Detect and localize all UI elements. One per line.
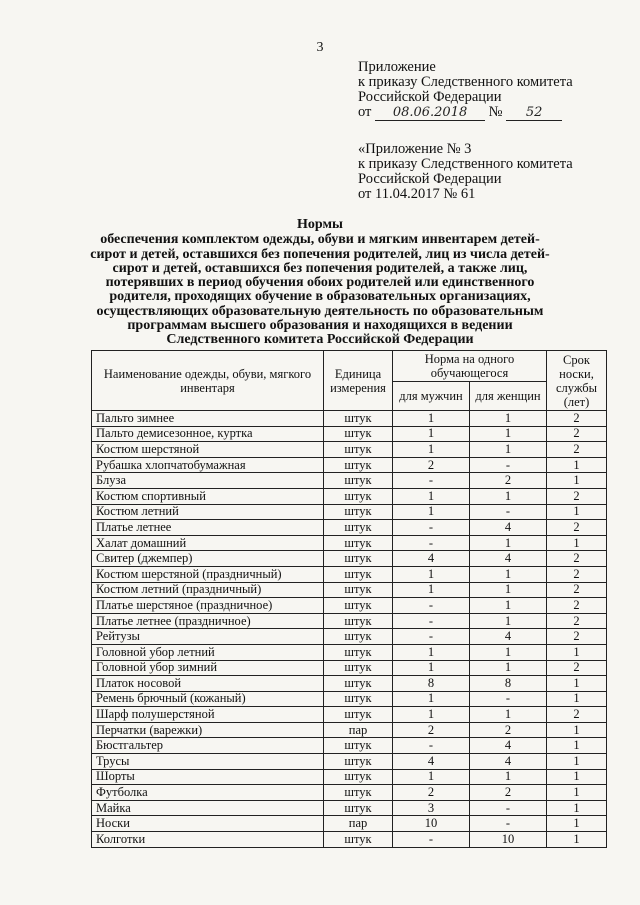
women-count-cell: 1: [470, 707, 547, 723]
term-cell: 1: [547, 504, 607, 520]
header-men: для мужчин: [393, 382, 470, 411]
norms-table-body: [92, 411, 607, 848]
table-row: [92, 411, 607, 427]
term-cell: 2: [547, 488, 607, 504]
header-term: Срок носки, службы (лет): [547, 351, 607, 411]
women-count-cell: 1: [470, 442, 547, 458]
unit-cell: штук: [324, 566, 393, 582]
term-cell: 1: [547, 676, 607, 692]
table-row: [92, 520, 607, 536]
table-row: [92, 832, 607, 848]
heading-line: программам высшего образования и находящихся в ведении: [127, 318, 513, 334]
previous-appendix-title: «Приложение № 3: [358, 141, 472, 157]
unit-cell: штук: [324, 488, 393, 504]
women-count-cell: 1: [470, 582, 547, 598]
item-name-cell: Костюм спортивный: [92, 488, 324, 504]
table-row: [92, 488, 607, 504]
men-count-cell: 2: [393, 457, 470, 473]
men-count-cell: 2: [393, 785, 470, 801]
norms-table: [91, 350, 607, 848]
previous-appendix-date-line: от 11.04.2017 № 61: [358, 186, 476, 202]
table-row: [92, 629, 607, 645]
women-count-cell: 4: [470, 520, 547, 536]
unit-cell: штук: [324, 800, 393, 816]
men-count-cell: -: [393, 598, 470, 614]
unit-cell: штук: [324, 644, 393, 660]
heading-line: осуществляющих образовательную деятельность по образовательным: [96, 303, 544, 319]
unit-cell: пар: [324, 722, 393, 738]
item-name-cell: Ремень брючный (кожаный): [92, 691, 324, 707]
item-name-cell: Костюм летний: [92, 504, 324, 520]
men-count-cell: 1: [393, 488, 470, 504]
women-count-cell: 4: [470, 754, 547, 770]
table-row: [92, 644, 607, 660]
previous-appendix-header: [358, 142, 573, 202]
unit-cell: штук: [324, 832, 393, 848]
unit-cell: штук: [324, 738, 393, 754]
men-count-cell: -: [393, 629, 470, 645]
item-name-cell: Халат домашний: [92, 535, 324, 551]
page-number: 3: [316, 40, 324, 55]
men-count-cell: -: [393, 613, 470, 629]
appendix-header: [358, 60, 573, 121]
men-count-cell: 8: [393, 676, 470, 692]
previous-appendix-order-line: к приказу Следственного комитета: [358, 156, 573, 172]
item-name-cell: Рубашка хлопчатобумажная: [92, 457, 324, 473]
heading-line: Следственного комитета Российской Федерации: [166, 332, 474, 348]
table-row: [92, 582, 607, 598]
item-name-cell: Бюстгальтер: [92, 738, 324, 754]
unit-cell: штук: [324, 613, 393, 629]
heading-line: потерявших в период обучения обоих родителей или единственного: [105, 275, 535, 291]
men-count-cell: -: [393, 738, 470, 754]
men-count-cell: -: [393, 832, 470, 848]
table-row: [92, 504, 607, 520]
women-count-cell: 1: [470, 613, 547, 629]
unit-cell: штук: [324, 442, 393, 458]
unit-cell: штук: [324, 769, 393, 785]
unit-cell: штук: [324, 582, 393, 598]
term-cell: 1: [547, 644, 607, 660]
item-name-cell: Блуза: [92, 473, 324, 489]
men-count-cell: -: [393, 535, 470, 551]
table-row: [92, 426, 607, 442]
term-cell: 1: [547, 691, 607, 707]
men-count-cell: 1: [393, 442, 470, 458]
unit-cell: штук: [324, 457, 393, 473]
table-row: [92, 676, 607, 692]
men-count-cell: -: [393, 520, 470, 536]
men-count-cell: 1: [393, 426, 470, 442]
appendix-date-line: [358, 105, 573, 121]
item-name-cell: Костюм шерстяной: [92, 442, 324, 458]
unit-cell: штук: [324, 754, 393, 770]
term-cell: 2: [547, 426, 607, 442]
men-count-cell: 1: [393, 504, 470, 520]
item-name-cell: Пальто зимнее: [92, 411, 324, 427]
item-name-cell: Костюм летний (праздничный): [92, 582, 324, 598]
heading-line: сирот и детей, оставшихся без попечения родителей, а также лиц,: [112, 260, 528, 276]
table-row: [92, 660, 607, 676]
women-count-cell: -: [470, 816, 547, 832]
table-row: [92, 722, 607, 738]
header-women: для женщин: [470, 382, 547, 411]
term-cell: 2: [547, 598, 607, 614]
table-row: [92, 551, 607, 567]
term-cell: 2: [547, 582, 607, 598]
heading-title: Нормы: [297, 217, 343, 232]
women-count-cell: 4: [470, 551, 547, 567]
women-count-cell: 1: [470, 411, 547, 427]
men-count-cell: 1: [393, 411, 470, 427]
appendix-country-line: Российской Федерации: [358, 89, 502, 105]
table-row: [92, 816, 607, 832]
previous-appendix-country-line: Российской Федерации: [358, 171, 502, 187]
table-row: [92, 754, 607, 770]
term-cell: 2: [547, 551, 607, 567]
men-count-cell: 1: [393, 691, 470, 707]
term-cell: 2: [547, 660, 607, 676]
women-count-cell: 1: [470, 488, 547, 504]
unit-cell: штук: [324, 598, 393, 614]
unit-cell: штук: [324, 676, 393, 692]
term-cell: 1: [547, 800, 607, 816]
number-label: №: [488, 104, 503, 120]
men-count-cell: 1: [393, 660, 470, 676]
table-row: [92, 566, 607, 582]
table-row: [92, 707, 607, 723]
term-cell: 1: [547, 832, 607, 848]
term-cell: 1: [547, 457, 607, 473]
women-count-cell: -: [470, 691, 547, 707]
women-count-cell: 2: [470, 473, 547, 489]
table-row: [92, 535, 607, 551]
item-name-cell: Платье летнее: [92, 520, 324, 536]
unit-cell: штук: [324, 629, 393, 645]
women-count-cell: 4: [470, 629, 547, 645]
term-cell: 1: [547, 738, 607, 754]
term-cell: 2: [547, 442, 607, 458]
item-name-cell: Носки: [92, 816, 324, 832]
men-count-cell: 4: [393, 551, 470, 567]
header-item-name: Наименование одежды, обуви, мягкого инвентаря: [92, 351, 324, 411]
term-cell: 1: [547, 769, 607, 785]
header-unit: Единица измерения: [324, 351, 393, 411]
table-row: [92, 613, 607, 629]
item-name-cell: Перчатки (варежки): [92, 722, 324, 738]
term-cell: 1: [547, 785, 607, 801]
item-name-cell: Платье летнее (праздничное): [92, 613, 324, 629]
item-name-cell: Платок носовой: [92, 676, 324, 692]
unit-cell: пар: [324, 816, 393, 832]
women-count-cell: -: [470, 800, 547, 816]
table-row: [92, 442, 607, 458]
appendix-order-line: к приказу Следственного комитета: [358, 74, 573, 90]
unit-cell: штук: [324, 707, 393, 723]
unit-cell: штук: [324, 660, 393, 676]
unit-cell: штук: [324, 426, 393, 442]
unit-cell: штук: [324, 785, 393, 801]
unit-cell: штук: [324, 411, 393, 427]
men-count-cell: 1: [393, 769, 470, 785]
unit-cell: штук: [324, 520, 393, 536]
term-cell: 1: [547, 473, 607, 489]
table-row: [92, 738, 607, 754]
men-count-cell: -: [393, 473, 470, 489]
date-field: [375, 105, 485, 121]
appendix-title: Приложение: [358, 59, 436, 75]
term-cell: 2: [547, 707, 607, 723]
handwritten-date: 08.06.2018: [392, 105, 468, 120]
table-row: [92, 473, 607, 489]
unit-cell: штук: [324, 473, 393, 489]
term-cell: 2: [547, 613, 607, 629]
table-row: [92, 769, 607, 785]
women-count-cell: 1: [470, 426, 547, 442]
item-name-cell: Рейтузы: [92, 629, 324, 645]
women-count-cell: 2: [470, 722, 547, 738]
item-name-cell: Шарф полушерстяной: [92, 707, 324, 723]
women-count-cell: 1: [470, 644, 547, 660]
item-name-cell: Трусы: [92, 754, 324, 770]
women-count-cell: -: [470, 504, 547, 520]
table-row: [92, 457, 607, 473]
heading-line: сирот и детей, оставшихся без попечения родителей, лиц из числа детей-: [90, 246, 550, 262]
item-name-cell: Платье шерстяное (праздничное): [92, 598, 324, 614]
women-count-cell: -: [470, 457, 547, 473]
table-row: [92, 785, 607, 801]
women-count-cell: 1: [470, 566, 547, 582]
item-name-cell: Майка: [92, 800, 324, 816]
women-count-cell: 1: [470, 535, 547, 551]
unit-cell: штук: [324, 691, 393, 707]
term-cell: 2: [547, 411, 607, 427]
item-name-cell: Костюм шерстяной (праздничный): [92, 566, 324, 582]
men-count-cell: 10: [393, 816, 470, 832]
item-name-cell: Пальто демисезонное, куртка: [92, 426, 324, 442]
item-name-cell: Головной убор зимний: [92, 660, 324, 676]
women-count-cell: 1: [470, 769, 547, 785]
item-name-cell: Шорты: [92, 769, 324, 785]
term-cell: 2: [547, 566, 607, 582]
item-name-cell: Свитер (джемпер): [92, 551, 324, 567]
term-cell: 1: [547, 816, 607, 832]
women-count-cell: 10: [470, 832, 547, 848]
men-count-cell: 2: [393, 722, 470, 738]
table-row: [92, 598, 607, 614]
document-heading: [70, 218, 570, 348]
unit-cell: штук: [324, 551, 393, 567]
term-cell: 1: [547, 535, 607, 551]
heading-line: обеспечения комплектом одежды, обуви и мягким инвентарем детей-: [100, 232, 540, 248]
women-count-cell: 8: [470, 676, 547, 692]
men-count-cell: 1: [393, 566, 470, 582]
term-cell: 1: [547, 722, 607, 738]
unit-cell: штук: [324, 504, 393, 520]
heading-line: родителя, проходящих обучение в образовательных организациях,: [109, 289, 531, 305]
men-count-cell: 3: [393, 800, 470, 816]
term-cell: 2: [547, 629, 607, 645]
handwritten-number: 52: [525, 105, 543, 120]
item-name-cell: Колготки: [92, 832, 324, 848]
table-row: [92, 691, 607, 707]
term-cell: 1: [547, 754, 607, 770]
men-count-cell: 4: [393, 754, 470, 770]
women-count-cell: 1: [470, 598, 547, 614]
from-label: от: [358, 104, 372, 120]
number-field: [506, 105, 562, 121]
women-count-cell: 1: [470, 660, 547, 676]
women-count-cell: 4: [470, 738, 547, 754]
unit-cell: штук: [324, 535, 393, 551]
men-count-cell: 1: [393, 582, 470, 598]
item-name-cell: Футболка: [92, 785, 324, 801]
item-name-cell: Головной убор летний: [92, 644, 324, 660]
men-count-cell: 1: [393, 707, 470, 723]
women-count-cell: 2: [470, 785, 547, 801]
header-norm: Норма на одного обучающегося: [393, 351, 547, 382]
term-cell: 2: [547, 520, 607, 536]
table-row: [92, 800, 607, 816]
men-count-cell: 1: [393, 644, 470, 660]
